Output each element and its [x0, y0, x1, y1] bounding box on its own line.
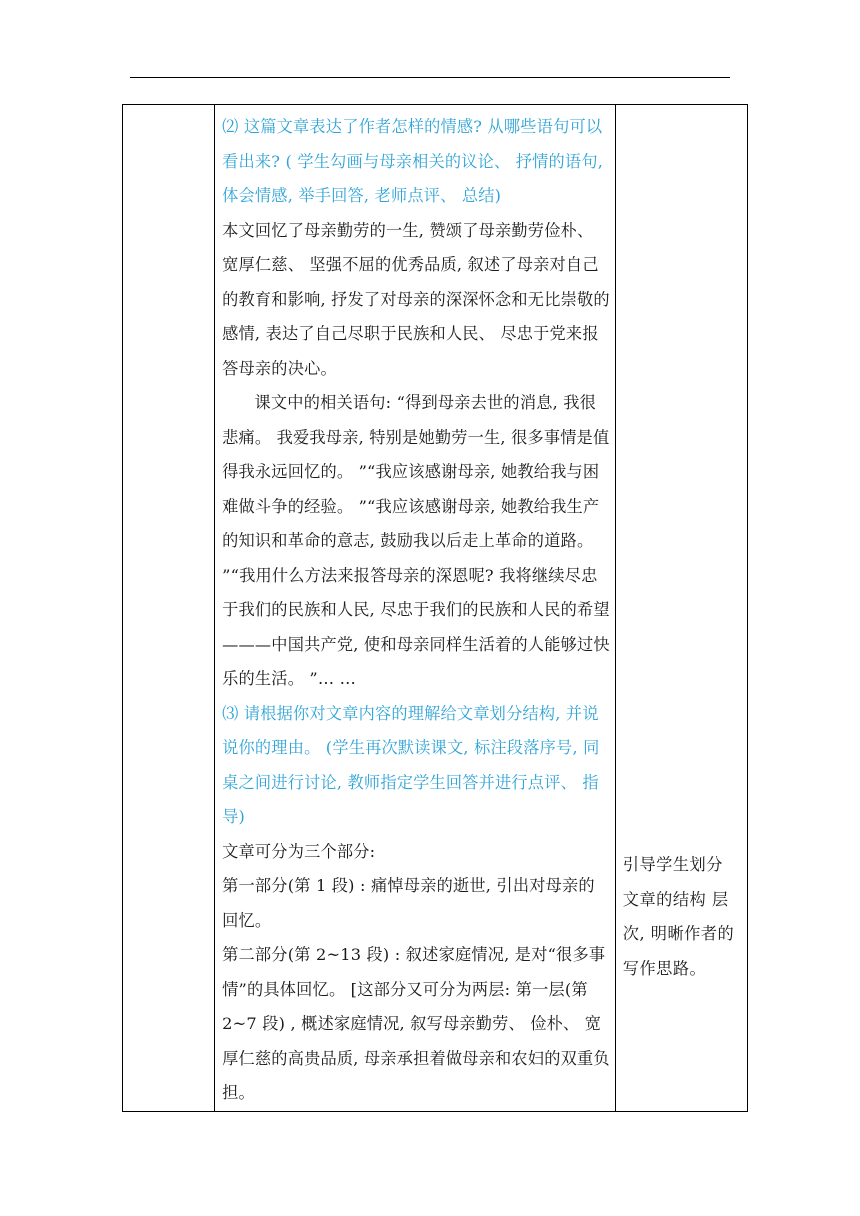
related-quotes: 课文中的相关语句: “得到母亲去世的消息, 我很悲痛。 我爱我母亲, 特别是她勤劳一生, 很多事情是值得我永远回忆的。 ”“我应该感谢母亲, 她教给我与困难做斗争的经验。 ”“我应该感谢母亲, 她教给我生产的知识和革命的意志, 鼓励我以后走上革命的道路。 ”“我用什么方法来报答母亲的深恩呢? 我将继续尽忠于我们的民族和人民, 尽忠于我们的民族和人民的希望———中国共产党, 使和母亲同样生活着的人能够过快乐的生活。 ”… … — [222, 393, 610, 688]
structure-part-1: 第一部分(第 1 段) : 痛悼母亲的逝世, 引出对母亲的回忆。 — [222, 876, 595, 930]
lesson-table — [122, 104, 748, 1112]
structure-intro: 文章可分为三个部分: — [222, 841, 376, 861]
header-rule — [130, 77, 730, 78]
structure-part-2: 第二部分(第 2~13 段) : 叙述家庭情况, 是对“很多事情”的具体回忆。 [这部分又可分为两层: 第一层(第 2~7 段) , 概述家庭情况, 叙写母亲勤劳、 俭朴、 宽厚仁慈的高贵品质, 母亲承担着做母亲和农妇的双重负担。 — [222, 945, 610, 1102]
answer-2: 本文回忆了母亲勤劳的一生, 赞颂了母亲勤劳俭朴、 宽厚仁慈、 坚强不屈的优秀品质, 叙述了母亲对自己的教育和影响, 抒发了对母亲的深深怀念和无比崇敬的感情, 表达了自己尽职于民族和人民、 尽忠于党来报答母亲的决心。 — [222, 220, 610, 378]
question-2: ⑵ 这篇文章表达了作者怎样的情感? 从哪些语句可以看出来? ( 学生勾画与母亲相关的议论、 抒情的语句, 体会情感, 举手回答, 老师点评、 总结) — [222, 117, 604, 205]
content-cell — [215, 105, 616, 1112]
note-cell — [615, 105, 747, 1112]
question-3: ⑶ 请根据你对文章内容的理解给文章划分结构, 并说说你的理由。 (学生再次默读课文, 标注段落序号, 同桌之间进行讨论, 教师指定学生回答并进行点评、 指导) — [222, 703, 600, 826]
content-body — [215, 105, 615, 1111]
left-cell — [123, 105, 215, 1112]
table-row — [123, 105, 748, 1112]
teaching-note: 引导学生划分文章的结构 层 次, 明晰作者的写作思路。 — [622, 855, 735, 978]
